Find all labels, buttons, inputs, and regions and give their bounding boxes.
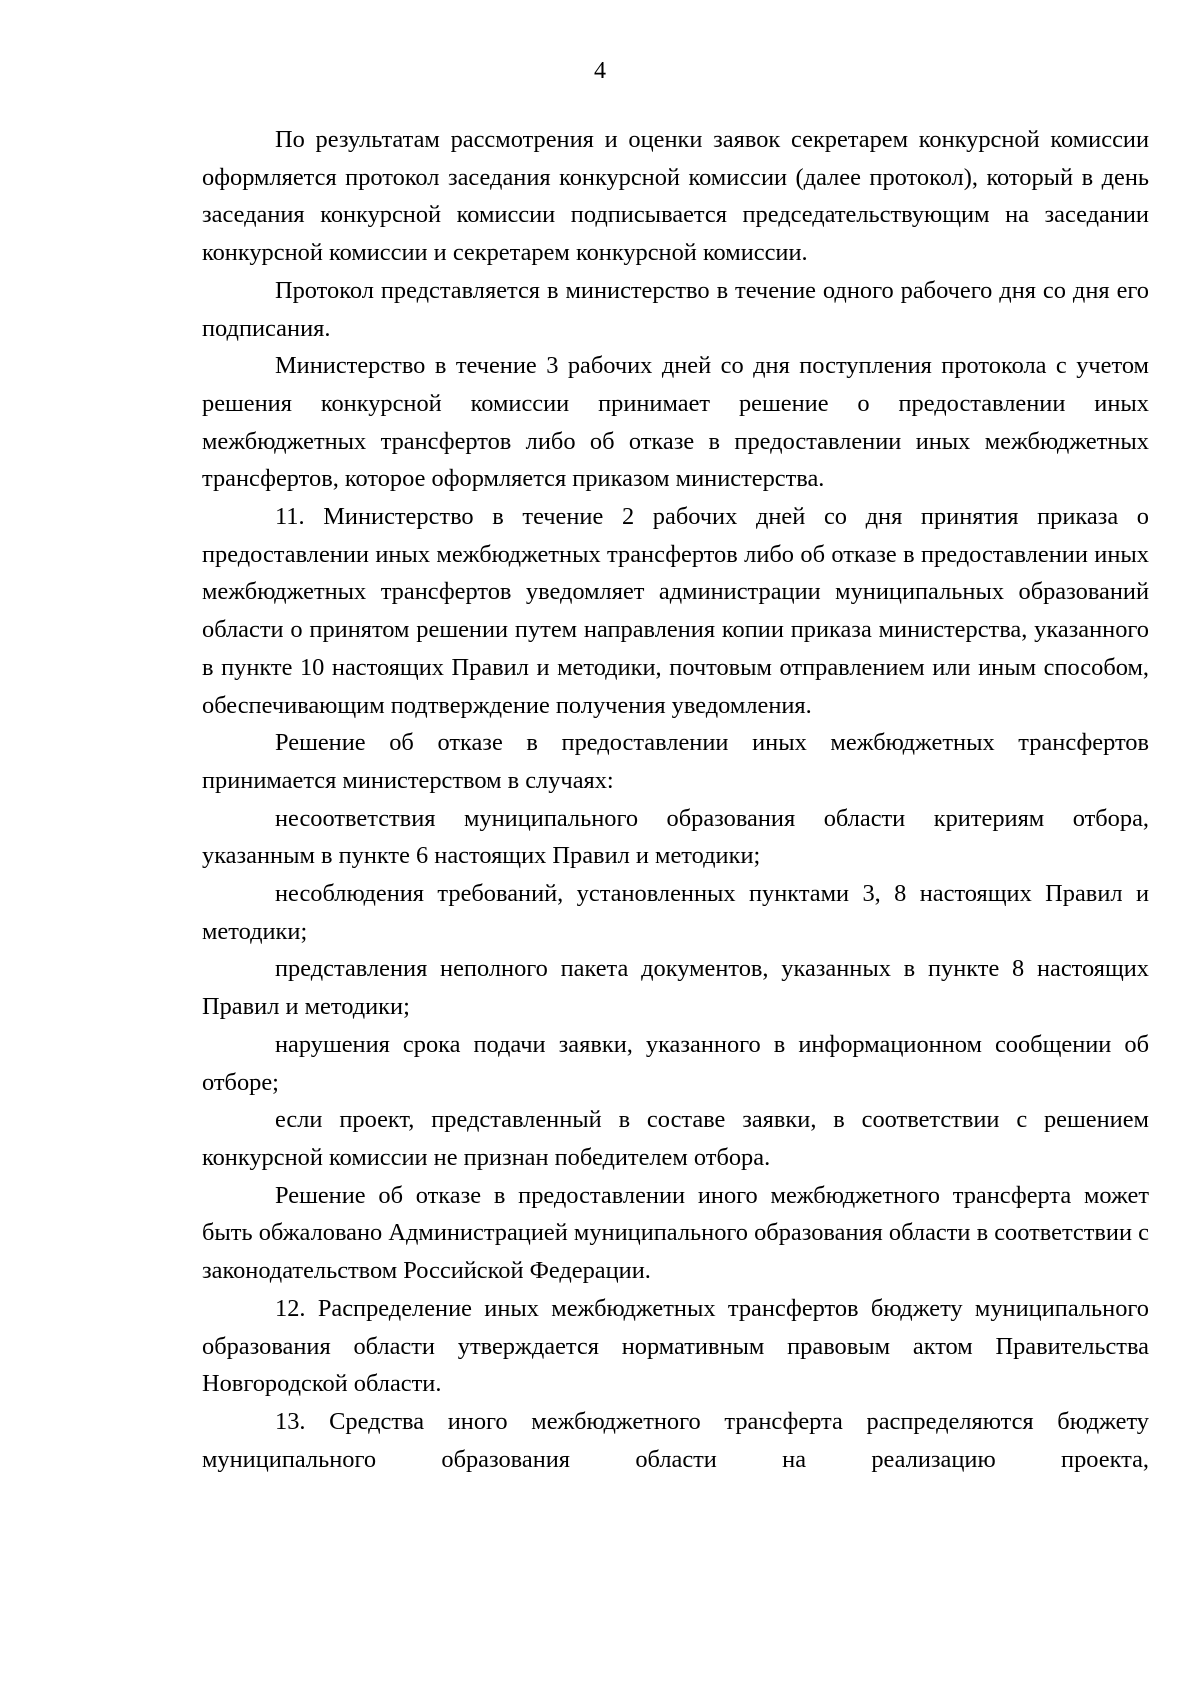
list-item-deadline-violation: нарушения срока подачи заявки, указанного в информационном сообщении об отборе; xyxy=(202,1030,1149,1096)
paragraph-protocol-submission: Протокол представляется в министерство в течение одного рабочего дня со дня его подписания. xyxy=(202,276,1149,342)
list-item-project-not-winner: если проект, представленный в составе заявки, в соответствии с решением конкурсной комиссии не признан победителем отбора. xyxy=(202,1106,1149,1171)
paragraph-item-12: 12. Распределение иных межбюджетных трансфертов бюджету муниципального образования области утверждается нормативным правовым актом Правительства Новгородской области. xyxy=(202,1294,1149,1398)
list-item-incomplete-documents: представления неполного пакета документов, указанных в пункте 8 настоящих Правил и методики; xyxy=(202,955,1149,1021)
paragraph-ministry-decision: Министерство в течение 3 рабочих дней со дня поступления протокола с учетом решения конкурсной комиссии принимает решение о предоставлении иных межбюджетных трансфертов либо об отказе в предоставлении иных межбюджетных трансфертов, которое оформляется приказом министерства. xyxy=(202,352,1149,493)
paragraph-protocol-formation: По результатам рассмотрения и оценки заявок секретарем конкурсной комиссии оформляется протокол заседания конкурсной комиссии (далее протокол), который в день заседания конкурсной комиссии подписывается председательствующим на заседании конкурсной комиссии и секретарем конкурсной комиссии. xyxy=(202,126,1149,267)
paragraph-item-13: 13. Средства иного межбюджетного трансферта распределяются бюджету муниципального образования области на реализацию проекта, xyxy=(202,1407,1149,1473)
page-number: 4 xyxy=(594,58,606,84)
list-item-requirements-violation: несоблюдения требований, установленных пунктами 3, 8 настоящих Правил и методики; xyxy=(202,880,1149,945)
paragraph-item-11: 11. Министерство в течение 2 рабочих дней со дня принятия приказа о предоставлении иных межбюджетных трансфертов либо об отказе в предоставлении иных межбюджетных трансфертов уведомляет администрации муниципальных образований области о принятом решении путем направления копии приказа министерства, указанного в пункте 10 настоящих Правил и методики, почтовым отправлением или иным способом, обеспечивающим подтверждение получения уведомления. xyxy=(202,503,1149,719)
paragraph-refusal-cases: Решение об отказе в предоставлении иных межбюджетных трансфертов принимается министерством в случаях: xyxy=(202,729,1149,794)
list-item-criteria-mismatch: несоответствия муниципального образования области критериям отбора, указанным в пункте 6 настоящих Правил и методики; xyxy=(202,804,1149,870)
document-body xyxy=(202,121,1149,1478)
paragraph-appeal: Решение об отказе в предоставлении иного межбюджетного трансферта может быть обжаловано Администрацией муниципального образования области в соответствии с законодательством Российской Федерации. xyxy=(202,1181,1149,1285)
